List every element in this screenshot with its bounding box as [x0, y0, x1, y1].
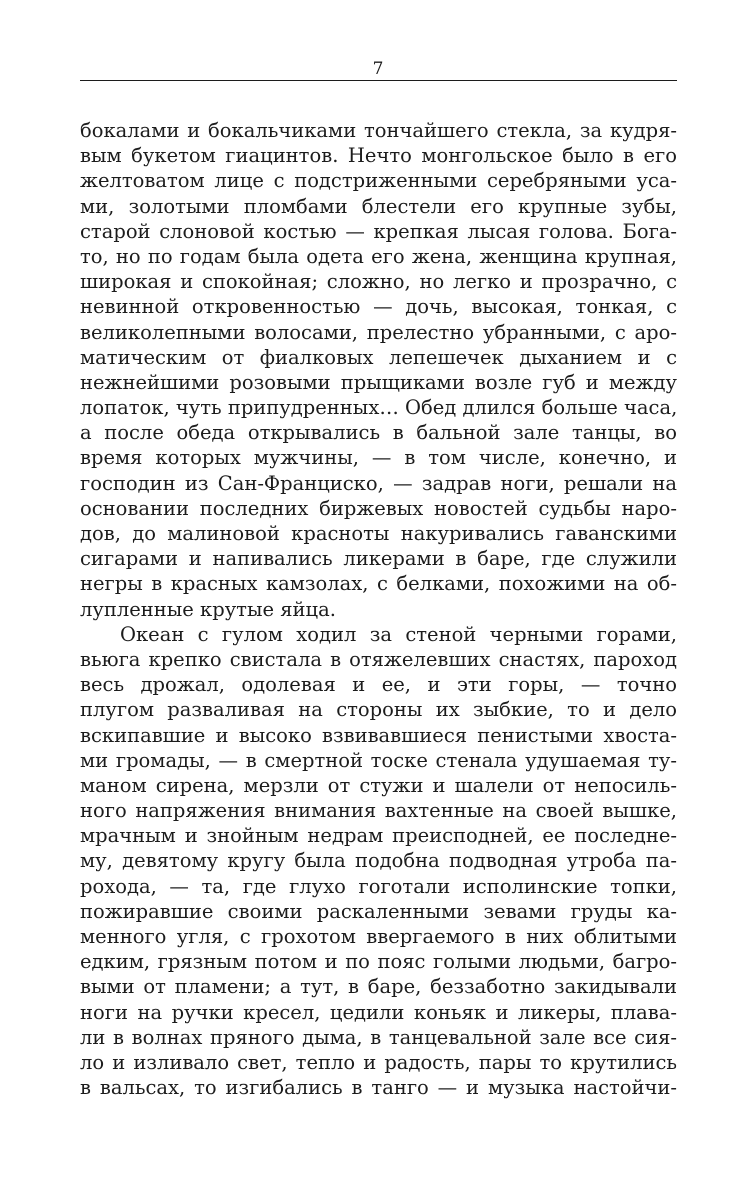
text-line: бокалами и бокальчиками тончайшего стекла, за кудря- [80, 119, 677, 142]
header-rule [80, 80, 677, 81]
text-line: в вальсах, то изгибались в танго — и музыка настойчи- [80, 1076, 677, 1100]
text-body [80, 118, 677, 1100]
text-line: вым букетом гиацинтов. Нечто монгольское было в его [80, 144, 677, 168]
text-line: рохода, — та, где глухо гоготали исполинские топки, [80, 874, 677, 898]
text-line: весь дрожал, одолевая и ее, и эти горы, — точно [80, 673, 677, 697]
text-line: нежнейшими розовыми прыщиками возле губ и между [80, 370, 677, 394]
text-line: ли в волнах пряного дыма, в танцевальной зале все сия- [80, 1025, 677, 1049]
text-line: ло и изливало свет, тепло и радость, пары то крутились [80, 1050, 677, 1074]
text-line: ми громады, — в смертной тоске стенала удушаемая ту- [80, 748, 677, 772]
text-line: едким, грязным потом и по пояс голыми людьми, багро- [80, 950, 677, 974]
text-line: Океан с гулом ходил за стеной черными горами, [120, 622, 677, 646]
text-line: лупленные крутые яйца. [80, 597, 336, 621]
text-line: лопаток, чуть припудренных… Обед длился больше часа, [80, 396, 677, 420]
text-line: великолепными волосами, прелестно убранными, с аро- [80, 320, 677, 344]
text-line: вскипавшие и высоко взвивавшиеся пенистыми хвоста- [80, 723, 677, 747]
text-line: вьюга крепко свистала в отяжелевших снастях, пароход [80, 647, 677, 671]
text-line: основании последних биржевых новостей судьбы наро- [80, 496, 677, 520]
text-line: дов, до малиновой красноты накуривались гаванскими [80, 522, 677, 545]
text-line: пожиравшие своими раскаленными зевами груды ка- [80, 899, 677, 923]
text-line: господин из Сан-Франциско, — задрав ноги, решали на [80, 471, 677, 495]
text-line: ного напряжения внимания вахтенные на своей вышке, [80, 799, 677, 823]
text-line: ноги на ручки кресел, цедили коньяк и ликеры, плава- [80, 1000, 677, 1024]
text-line: му, девятому кругу была подобна подводная утроба па- [80, 849, 677, 873]
text-line: мрачным и знойным недрам преисподней, ее последне- [80, 824, 677, 848]
text-line: маном сирена, мерзли от стужи и шалели от непосиль- [80, 773, 677, 797]
page-number: 7 [372, 59, 384, 79]
text-line: желтоватом лице с подстриженными серебряными уса- [80, 169, 677, 193]
text-line: а после обеда открывались в бальной зале танцы, во [80, 421, 677, 445]
text-line: плугом разваливая на стороны их зыбкие, то и дело [80, 698, 677, 722]
text-line: старой слоновой костью — крепкая лысая голова. Бога- [80, 219, 677, 243]
text-line: ми, золотыми пломбами блестели его крупные зубы, [80, 194, 677, 218]
text-line: время которых мужчины, — в том числе, конечно, и [80, 446, 677, 470]
text-line: широкая и спокойная; сложно, но легко и прозрачно, с [80, 270, 677, 294]
text-line: менного угля, с грохотом ввергаемого в них облитыми [80, 925, 677, 948]
paragraph-1 [80, 118, 677, 622]
text-line: невинной откровенностью — дочь, высокая, тонкая, с [80, 295, 677, 319]
text-line: сигарами и напивались ликерами в баре, где служили [80, 547, 677, 571]
text-line: то, но по годам была одета его жена, женщина крупная, [80, 244, 677, 268]
text-line: негры в красных камзолах, с белками, похожими на об- [80, 572, 677, 596]
text-line: матическим от фиалковых лепешечек дыханием и с [80, 345, 677, 369]
paragraph-2 [80, 622, 677, 1101]
text-line: выми от пламени; а тут, в баре, беззаботно закидывали [80, 975, 677, 999]
